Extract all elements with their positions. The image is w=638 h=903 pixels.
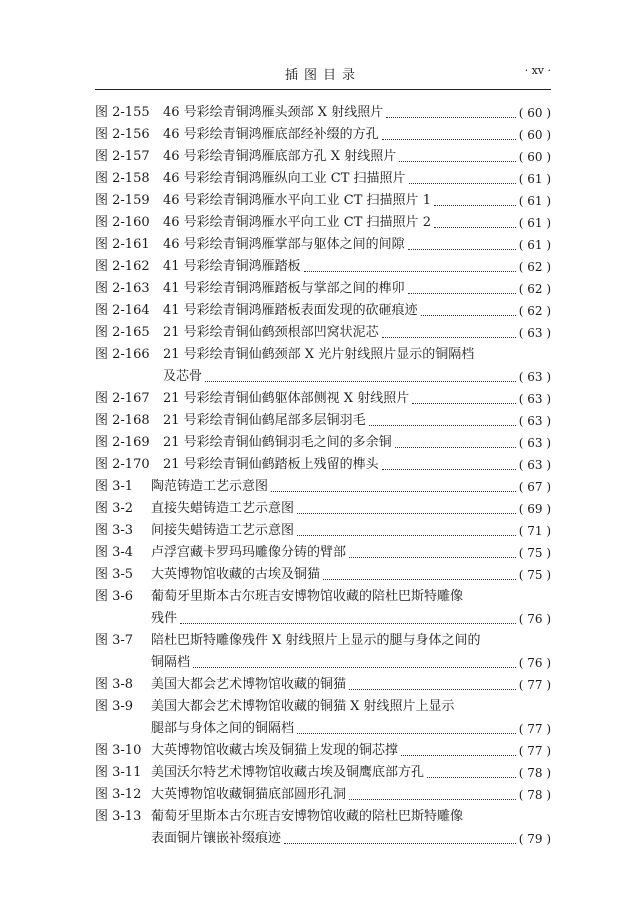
figure-entry (95, 344, 551, 388)
figure-caption: 46 号彩绘青铜鸿雁头颈部 X 射线照片 (163, 105, 384, 120)
page-number: ( 76 ) (518, 656, 551, 670)
figure-caption: 及芯骨 (163, 369, 203, 384)
page-number: ( 62 ) (518, 260, 551, 274)
figure-caption: 间接失蜡铸造工艺示意图 (151, 523, 295, 538)
page-number: ( 75 ) (518, 546, 551, 560)
figure-caption: 46 号彩绘青铜鸿雁水平向工业 CT 扫描照片 1 (163, 193, 431, 208)
leader-dots (193, 659, 516, 668)
figure-id: 图 2-166 (95, 347, 150, 362)
figure-caption: 21 号彩绘青铜仙鹤铜羽毛之间的多余铜 (163, 435, 392, 450)
figure-entry (95, 806, 551, 850)
figure-caption: 葡萄牙里斯本古尔班吉安博物馆收藏的陪杜巴斯特雕像 (151, 589, 464, 604)
figure-entry (95, 168, 551, 190)
figure-caption: 腿部与身体之间的铜隔档 (151, 721, 295, 736)
leader-dots (427, 769, 516, 778)
page-number: ( 62 ) (518, 282, 551, 296)
figure-id: 图 2-162 (95, 259, 150, 274)
leader-dots (297, 725, 516, 734)
figure-entry (95, 102, 551, 124)
figure-id: 图 3-5 (95, 567, 134, 582)
figure-caption: 大英博物馆收藏古埃及铜猫上发现的铜芯撑 (151, 743, 399, 758)
figure-caption: 大英博物馆收藏的古埃及铜猫 (151, 567, 321, 582)
figure-caption: 46 号彩绘青铜鸿雁水平向工业 CT 扫描照片 2 (163, 215, 431, 230)
figure-caption: 卢浮宫藏卡罗玛玛雕像分铸的臂部 (151, 545, 347, 560)
header-title: 插图目录 (284, 68, 361, 83)
figure-caption: 陪杜巴斯特雕像残件 X 射线照片上显示的腿与身体之间的 (151, 633, 481, 648)
figure-id: 图 2-168 (95, 413, 150, 428)
page-number: ( 60 ) (518, 106, 551, 120)
figure-id: 图 3-4 (95, 545, 134, 560)
page-number: ( 77 ) (518, 722, 551, 736)
page-number: ( 79 ) (518, 832, 551, 846)
leader-dots (401, 747, 516, 756)
figure-entry (95, 190, 551, 212)
figure-caption: 41 号彩绘青铜鸿雁踏板表面发现的砍砸痕迹 (163, 303, 418, 318)
figure-caption: 葡萄牙里斯本古尔班吉安博物馆收藏的陪杜巴斯特雕像 (151, 809, 464, 824)
figure-caption: 46 号彩绘青铜鸿雁底部经补缀的方孔 (163, 127, 379, 142)
leader-dots (408, 241, 516, 250)
figure-caption: 美国大都会艺术博物馆收藏的铜猫 X 射线照片上显示 (151, 699, 455, 714)
figure-entry (95, 388, 551, 410)
figure-entry (95, 322, 551, 344)
leader-dots (395, 439, 516, 448)
figure-entry (95, 674, 551, 696)
page-number: ( 71 ) (518, 524, 551, 538)
figure-id: 图 3-10 (95, 743, 142, 758)
leader-dots (386, 109, 516, 118)
figure-entry (95, 432, 551, 454)
figure-entry (95, 696, 551, 740)
page-number: ( 78 ) (518, 766, 551, 780)
header-rule (95, 89, 551, 90)
leader-dots (434, 219, 516, 228)
leader-dots (409, 175, 516, 184)
figure-entry (95, 212, 551, 234)
figure-list (95, 102, 551, 850)
leader-dots (408, 285, 516, 294)
page-number: ( 76 ) (518, 612, 551, 626)
figure-caption: 表面铜片镶嵌补缀痕迹 (151, 831, 282, 846)
figure-entry (95, 234, 551, 256)
page-number: ( 62 ) (518, 304, 551, 318)
leader-dots (349, 549, 516, 558)
page-number: ( 69 ) (518, 502, 551, 516)
figure-caption: 美国大都会艺术博物馆收藏的铜猫 (151, 677, 347, 692)
leader-dots (297, 527, 516, 536)
figure-caption: 41 号彩绘青铜鸿雁踏板 (163, 259, 301, 274)
figure-entry (95, 784, 551, 806)
page-number: ( 78 ) (518, 788, 551, 802)
page-number: ( 77 ) (518, 678, 551, 692)
figure-id: 图 3-1 (95, 479, 134, 494)
page-number: ( 61 ) (518, 172, 551, 186)
leader-dots (349, 791, 516, 800)
leader-dots (369, 417, 516, 426)
figure-id: 图 3-9 (95, 699, 134, 714)
figure-entry (95, 586, 551, 630)
figure-id: 图 2-164 (95, 303, 150, 318)
leader-dots (323, 571, 516, 580)
figure-caption: 直接失蜡铸造工艺示意图 (151, 501, 295, 516)
figure-entry (95, 520, 551, 542)
page-header (95, 64, 551, 84)
figure-entry (95, 124, 551, 146)
figure-entry (95, 762, 551, 784)
page-number: ( 61 ) (518, 194, 551, 208)
figure-caption: 41 号彩绘青铜鸿雁踏板与掌部之间的榫卯 (163, 281, 405, 296)
figure-caption: 46 号彩绘青铜鸿雁底部方孔 X 射线照片 (163, 149, 397, 164)
leader-dots (349, 681, 516, 690)
figure-entry (95, 476, 551, 498)
figure-id: 图 2-158 (95, 171, 150, 186)
leader-dots (412, 395, 516, 404)
leader-dots (421, 307, 516, 316)
figure-id: 图 3-6 (95, 589, 134, 604)
figure-id: 图 3-12 (95, 787, 142, 802)
page-number: ( 77 ) (518, 744, 551, 758)
figure-entry (95, 630, 551, 674)
page-number: ( 63 ) (518, 392, 551, 406)
figure-caption: 残件 (151, 611, 178, 626)
figure-caption: 21 号彩绘青铜仙鹤躯体部侧视 X 射线照片 (163, 391, 410, 406)
figure-caption: 21 号彩绘青铜仙鹤尾部多层铜羽毛 (163, 413, 366, 428)
page-number: ( 61 ) (518, 238, 551, 252)
figure-entry (95, 278, 551, 300)
figure-entry (95, 410, 551, 432)
leader-dots (382, 131, 516, 140)
leader-dots (399, 153, 516, 162)
leader-dots (284, 835, 516, 844)
figure-id: 图 2-170 (95, 457, 150, 472)
figure-id: 图 3-2 (95, 501, 134, 516)
leader-dots (382, 329, 516, 338)
figure-entry (95, 454, 551, 476)
leader-dots (304, 263, 516, 272)
figure-id: 图 2-161 (95, 237, 150, 252)
figure-id: 图 2-159 (95, 193, 150, 208)
leader-dots (205, 373, 516, 382)
figure-entry (95, 300, 551, 322)
figure-caption: 大英博物馆收藏铜猫底部圆形孔洞 (151, 787, 347, 802)
figure-entry (95, 564, 551, 586)
page-number: ( 60 ) (518, 150, 551, 164)
leader-dots (382, 461, 516, 470)
page-number: ( 61 ) (518, 216, 551, 230)
figure-caption: 46 号彩绘青铜鸿雁掌部与躯体之间的间隙 (163, 237, 405, 252)
figure-id: 图 3-11 (95, 765, 142, 780)
figure-id: 图 2-169 (95, 435, 150, 450)
figure-entry (95, 542, 551, 564)
page-number: ( 67 ) (518, 480, 551, 494)
figure-caption: 21 号彩绘青铜仙鹤颈根部凹窝状泥芯 (163, 325, 379, 340)
figure-caption: 21 号彩绘青铜仙鹤踏板上残留的榫头 (163, 457, 379, 472)
figure-id: 图 3-8 (95, 677, 134, 692)
figure-id: 图 2-167 (95, 391, 150, 406)
figure-entry (95, 146, 551, 168)
figure-id: 图 2-157 (95, 149, 150, 164)
page-number: ( 75 ) (518, 568, 551, 582)
page-number: ( 63 ) (518, 370, 551, 384)
page-number: ( 63 ) (518, 326, 551, 340)
figure-id: 图 3-13 (95, 809, 142, 824)
figure-id: 图 2-155 (95, 105, 150, 120)
figure-entry (95, 740, 551, 762)
header-page-number: · xv · (524, 64, 551, 77)
figure-caption: 陶范铸造工艺示意图 (151, 479, 269, 494)
leader-dots (180, 615, 516, 624)
figure-entry (95, 498, 551, 520)
figure-caption: 美国沃尔特艺术博物馆收藏古埃及铜鹰底部方孔 (151, 765, 425, 780)
leader-dots (297, 505, 516, 514)
figure-id: 图 3-7 (95, 633, 134, 648)
figure-id: 图 2-156 (95, 127, 150, 142)
page-number: ( 63 ) (518, 414, 551, 428)
figure-id: 图 2-163 (95, 281, 150, 296)
page-number: ( 60 ) (518, 128, 551, 142)
figure-id: 图 3-3 (95, 523, 134, 538)
figure-caption: 46 号彩绘青铜鸿雁纵向工业 CT 扫描照片 (163, 171, 406, 186)
figure-caption: 21 号彩绘青铜仙鹤颈部 X 光片射线照片显示的铜隔档 (163, 347, 475, 362)
figure-caption: 铜隔档 (151, 655, 191, 670)
page-number: ( 63 ) (518, 458, 551, 472)
leader-dots (434, 197, 516, 206)
page-number: ( 63 ) (518, 436, 551, 450)
figure-id: 图 2-165 (95, 325, 150, 340)
leader-dots (271, 483, 516, 492)
figure-id: 图 2-160 (95, 215, 150, 230)
figure-entry (95, 256, 551, 278)
